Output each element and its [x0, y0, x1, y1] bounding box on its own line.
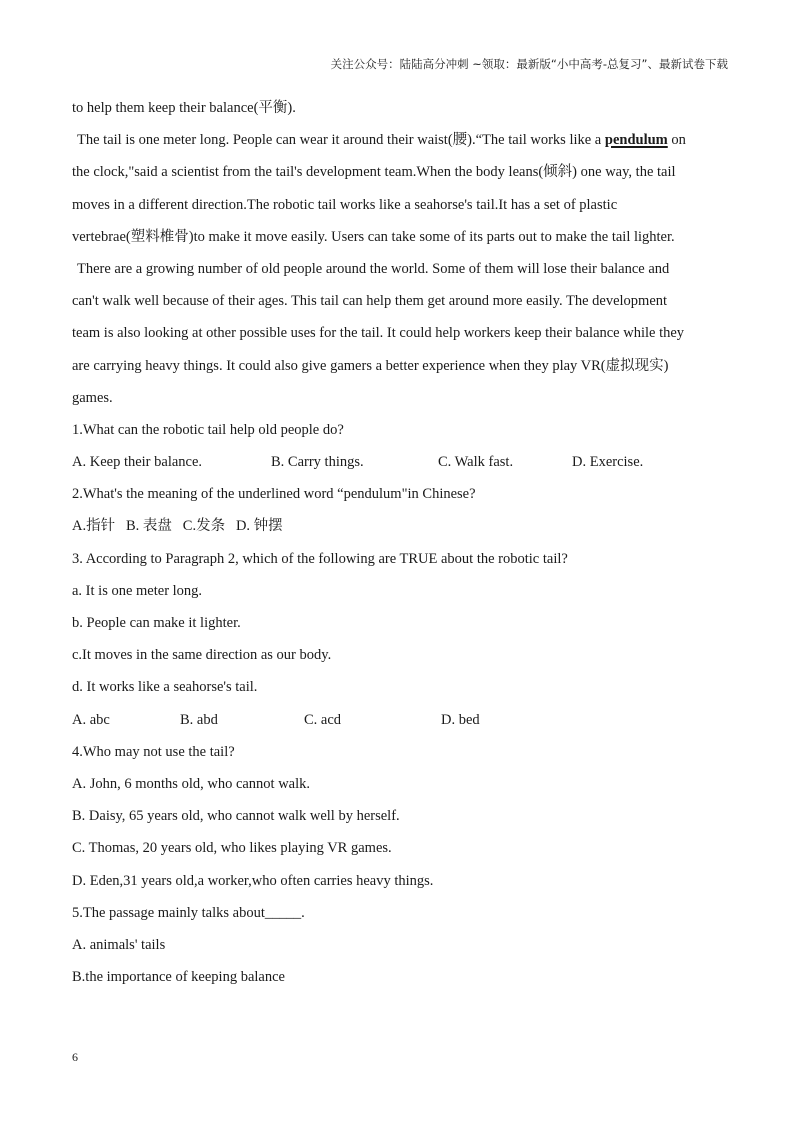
question-1-options: [72, 450, 732, 482]
passage-line: can't walk well because of their ages. This tail can help them get around more easily. The development: [72, 293, 668, 310]
statement-c: c.It moves in the same direction as our body.: [72, 647, 332, 664]
passage-line: to help them keep their balance(平衡).: [72, 100, 296, 116]
passage-line: [72, 128, 732, 160]
passage-line: games.: [72, 389, 113, 406]
statement-a: a. It is one meter long.: [72, 582, 203, 599]
option-b: B. abd: [180, 711, 218, 728]
question-2-options: A.指针 B. 表盘 C.发条 D. 钟摆: [72, 518, 283, 535]
option-d: D. Exercise.: [572, 454, 644, 471]
option-c: C. Thomas, 20 years old, who likes playing VR games.: [72, 840, 392, 857]
underlined-word-pendulum: pendulum: [604, 132, 668, 149]
passage-line: There are a growing number of old people around the world. Some of them will lose their balance and: [77, 260, 670, 277]
question-4-stem: 4.Who may not use the tail?: [72, 743, 235, 760]
option-a: A. animals' tails: [72, 936, 166, 953]
passage-text: The tail is one meter long. People can wear it around their waist(腰).“The tail works like a: [77, 132, 605, 149]
passage-line: moves in a different direction.The robotic tail works like a seahorse's tail.It has a set of plastic: [72, 196, 618, 213]
option-b: B.the importance of keeping balance: [72, 969, 285, 986]
option-d: D. Eden,31 years old,a worker,who often carries heavy things.: [72, 872, 434, 889]
option-a: A. Keep their balance.: [72, 454, 203, 471]
passage-text: on: [667, 132, 686, 149]
question-5-stem: 5.The passage mainly talks about_____.: [72, 904, 305, 921]
page-header: 关注公众号：陆陆高分冲刺 ~领取：最新版“小中高考-总复习”、最新试卷下载: [330, 57, 728, 71]
option-b: B. Daisy, 65 years old, who cannot walk well by herself.: [72, 808, 400, 825]
passage-line: vertebrae(塑料椎骨)to make it move easily. Users can take some of its parts out to make the tail lighter.: [72, 228, 675, 245]
option-a: A. John, 6 months old, who cannot walk.: [72, 775, 311, 792]
document-body: [72, 96, 732, 997]
statement-b: b. People can make it lighter.: [72, 615, 241, 631]
question-1-stem: 1.What can the robotic tail help old people do?: [72, 421, 344, 438]
question-3-options: [72, 708, 732, 740]
option-d: D. bed: [441, 711, 480, 728]
question-2-stem: 2.What's the meaning of the underlined word “pendulum"in Chinese?: [72, 486, 476, 503]
option-c: C. Walk fast.: [438, 454, 514, 471]
option-c: C. acd: [304, 711, 342, 728]
option-a: A. abc: [72, 711, 110, 728]
statement-d: d. It works like a seahorse's tail.: [72, 679, 258, 696]
passage-line: team is also looking at other possible uses for the tail. It could help workers keep their balance while they: [72, 325, 685, 342]
passage-line: the clock,"said a scientist from the tail's development team.When the body leans(倾斜) one way, the tail: [72, 164, 676, 181]
passage-line: are carrying heavy things. It could also give gamers a better experience when they play VR(虚拟现实): [72, 357, 669, 374]
page-number: 6: [72, 1050, 78, 1064]
option-b: B. Carry things.: [271, 454, 364, 471]
question-3-stem: 3. According to Paragraph 2, which of the following are TRUE about the robotic tail?: [72, 550, 568, 567]
